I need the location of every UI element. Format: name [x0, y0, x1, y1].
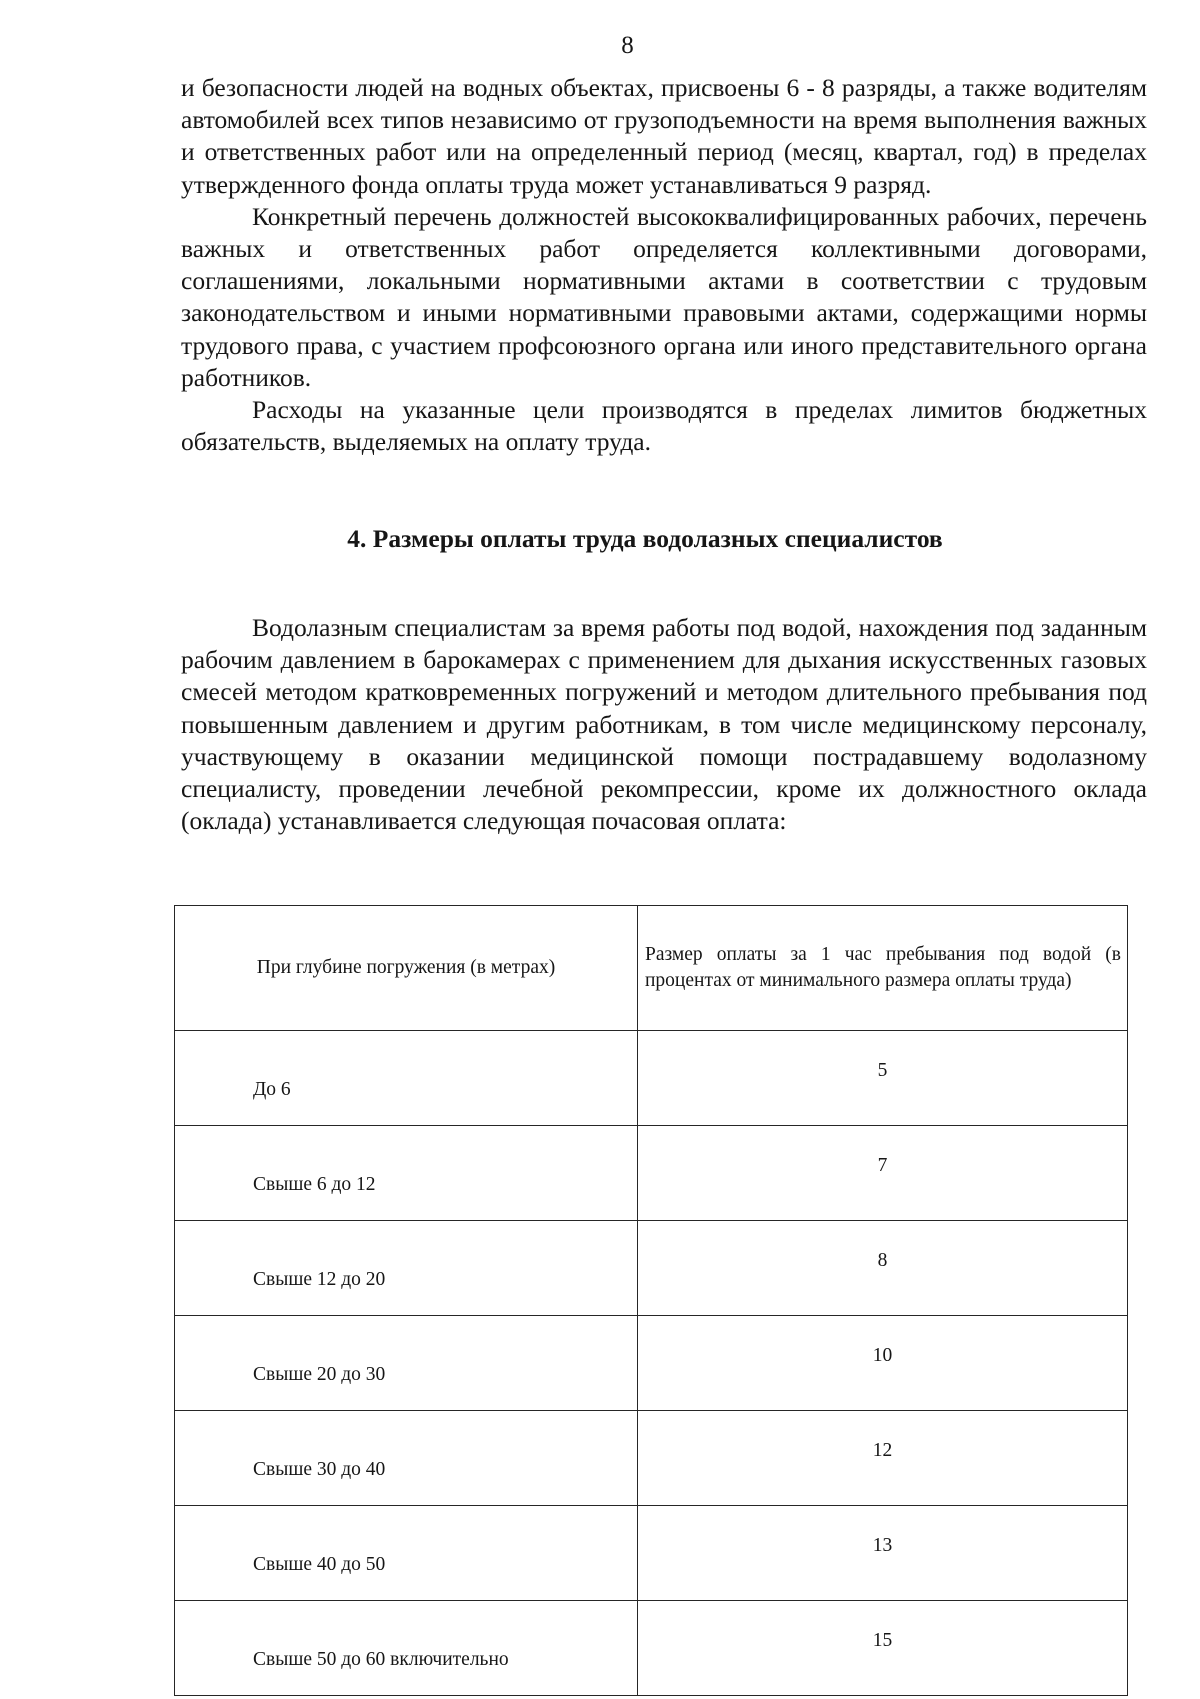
hourly-rate-table [174, 905, 1128, 1696]
table-row [175, 1126, 1128, 1221]
intro-paragraph: Расходы на указанные цели производятся в пределах лимитов бюджетных обязательств, выделяемых на оплату труда. [181, 395, 1147, 457]
header-depth: При глубине погружения (в метрах) [175, 906, 638, 1031]
table-header-row [175, 906, 1128, 1031]
depth-cell: Свыше 12 до 20 [175, 1221, 638, 1316]
rate-cell: 15 [638, 1601, 1128, 1696]
table-row [175, 1031, 1128, 1126]
header-rate: Размер оплаты за 1 час пребывания под водой (в процентах от минимального размера оплаты труда) [638, 906, 1128, 1031]
intro-text [181, 72, 1147, 458]
rate-cell: 13 [638, 1506, 1128, 1601]
section-paragraph: Водолазным специалистам за время работы под водой, нахождения под заданным рабочим давлением в барокамерах с применением для дыхания искусственных газовых смесей методом кратковременных погружений и методом длительного пребывания под повышенным давлением и другим работникам, в том числе медицинскому персоналу, участвующему в оказании медицинской помощи пострадавшему водолазному специалисту, проведении лечебной рекомпрессии, кроме их должностного оклада (оклада) устанавливается следующая почасовая оплата: [181, 613, 1147, 836]
rate-cell: 8 [638, 1221, 1128, 1316]
depth-cell: Свыше 50 до 60 включительно [175, 1601, 638, 1696]
rate-cell: 7 [638, 1126, 1128, 1221]
rate-cell: 12 [638, 1411, 1128, 1506]
rate-cell: 5 [638, 1031, 1128, 1126]
rate-cell: 10 [638, 1316, 1128, 1411]
depth-cell: Свыше 40 до 50 [175, 1506, 638, 1601]
depth-cell: Свыше 6 до 12 [175, 1126, 638, 1221]
depth-cell: Свыше 20 до 30 [175, 1316, 638, 1411]
intro-paragraph-continuation: и безопасности людей на водных объектах, присвоены 6 - 8 разряды, а также водителям автомобилей всех типов независимо от грузоподъемности на время выполнения важных и ответственных работ или на определенный период (месяц, квартал, год) в пределах утвержденного фонда оплаты труда может устанавливаться 9 разряд. [181, 73, 1147, 199]
section-heading: 4. Размеры оплаты труда водолазных специалистов [347, 524, 943, 553]
page-number: 8 [621, 32, 634, 59]
intro-paragraph: Конкретный перечень должностей высококвалифицированных рабочих, перечень важных и ответственных работ определяется коллективными договорами, соглашениями, локальными нормативными актами в соответствии с трудовым законодательством и иными нормативными правовыми актами, содержащими нормы трудового права, с участием профсоюзного органа или иного представительного органа работников. [181, 201, 1147, 392]
table-row [175, 1411, 1128, 1506]
depth-cell: Свыше 30 до 40 [175, 1411, 638, 1506]
table-row [175, 1506, 1128, 1601]
depth-cell: До 6 [175, 1031, 638, 1126]
section-text [181, 612, 1147, 837]
table-row [175, 1221, 1128, 1316]
table-row [175, 1316, 1128, 1411]
table-row [175, 1601, 1128, 1696]
